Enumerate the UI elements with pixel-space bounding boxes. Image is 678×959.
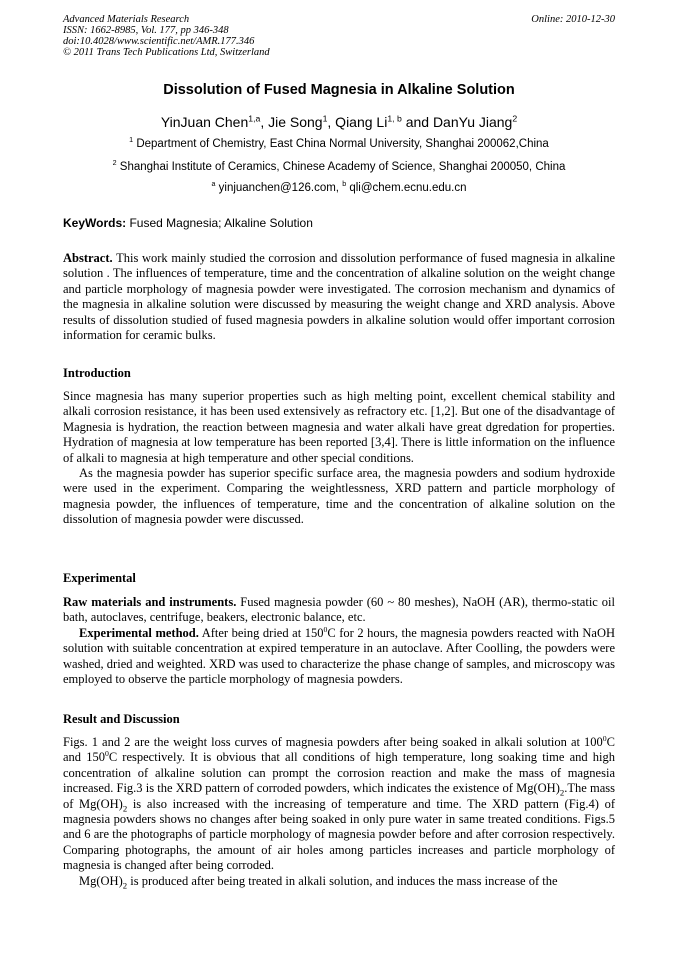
paragraph-text: is also increased with the increasing of temperature and time. The XRD pattern (Fig.4) of magnesia powders shows no changes after being soaked in only pure water in same treated conditions. Figs.5 and 6 are the photographs of particle morphology of magnesia powder before and after corrosion respectively. Comparing photographs, the amount of air holes among particles increases and particle morphology of magnesia is changed after being corroded. bbox=[63, 796, 615, 873]
email-address: yinjuanchen@126.com, bbox=[215, 182, 343, 194]
degree-mark: 0 bbox=[602, 733, 607, 743]
paragraph: Since magnesia has many superior properties such as high melting point, excellent chemical stability and alkali corrosion resistance, it has been used extensively as refractory etc. [1,2]. But one of the disadvantage of Magnesia is hydration, the reaction between magnesia and water alkali have great dgredation for properties. Hydration of magnesia at low temperature has been reported [3,4]. There is little information on the influence of alkali to magnesia at high temperature and other special conditions. bbox=[63, 389, 615, 465]
results-body bbox=[63, 735, 615, 889]
email-mark: a bbox=[211, 180, 216, 189]
author-list bbox=[0, 114, 678, 130]
subsection-label: Experimental method. bbox=[79, 625, 199, 640]
journal-name: Advanced Materials Research bbox=[63, 14, 190, 25]
affiliation-1 bbox=[0, 138, 678, 150]
subsection-label: Raw materials and instruments. bbox=[63, 595, 237, 609]
paragraph-text: .The mass of Mg(OH) bbox=[63, 781, 615, 811]
author-name: , Jie Song bbox=[260, 114, 323, 130]
author-name: , Qiang Li bbox=[327, 114, 388, 130]
author-affil-mark: 1, b bbox=[387, 113, 402, 124]
paragraph bbox=[63, 735, 615, 874]
copyright-line: © 2011 Trans Tech Publications Ltd, Switzerland bbox=[63, 47, 270, 58]
paragraph-text: is produced after being treated in alkali solution, and induces the mass increase of the bbox=[127, 873, 558, 888]
degree-mark: 0 bbox=[104, 749, 109, 759]
doi-line: doi:10.4028/www.scientific.net/AMR.177.346 bbox=[63, 36, 255, 47]
results-heading: Result and Discussion bbox=[63, 712, 180, 726]
paragraph-text: Mg(OH) bbox=[79, 873, 123, 888]
author-affil-mark: 1 bbox=[322, 113, 328, 124]
paragraph-text: After being dried at 150 bbox=[198, 625, 324, 640]
paragraph: As the magnesia powder has superior specific surface area, the magnesia powders and sodium hydroxide were used in the experiment. Comparing the weightlessness, XRD pattern and particle morphology of magnesia powder, the influences of temperature, time and the concentration of alkaline solution on the dissolution of magnesia powder were discussed. bbox=[63, 466, 615, 527]
experimental-body bbox=[63, 595, 615, 687]
paragraph bbox=[63, 874, 615, 889]
introduction-body bbox=[63, 389, 615, 528]
paragraph bbox=[63, 626, 615, 688]
paragraph-text: C and 150 bbox=[63, 735, 615, 765]
affil-text: Shanghai Institute of Ceramics, Chinese Academy of Science, Shanghai 200050, China bbox=[116, 161, 566, 173]
abstract-text: This work mainly studied the corrosion and dissolution performance of fused magnesia in alkaline solution . The influences of temperature, time and the concentration of alkaline solution on the weight change and particle morphology of magnesia powder were investigated. The corrosion mechanism and dynamics of the magnesia in alkaline solution were discussed by measuring the weight change and XRD analysis. Above results of dissolution studied of fused magnesia powders in alkaline solution would offer important corrosion information for ceramic bulks. bbox=[63, 251, 615, 343]
journal-header bbox=[63, 14, 615, 58]
affil-text: Department of Chemistry, East China Normal University, Shanghai 200062,China bbox=[133, 138, 549, 150]
experimental-heading: Experimental bbox=[63, 571, 136, 585]
email-address: qli@chem.ecnu.edu.cn bbox=[346, 182, 467, 194]
paragraph-text: Fused magnesia powder (60 ~ 80 meshes), NaOH (AR), thermo-static oil bath, autoclaves, centrifuge, beakers, electronic balance, etc. bbox=[63, 595, 615, 625]
email-mark: b bbox=[342, 180, 347, 189]
online-date: Online: 2010-12-30 bbox=[531, 14, 615, 25]
paper-title: Dissolution of Fused Magnesia in Alkaline Solution bbox=[163, 82, 515, 98]
abstract-label: Abstract. bbox=[63, 251, 113, 265]
author-affil-mark: 1,a bbox=[248, 113, 261, 124]
affiliation-2 bbox=[0, 161, 678, 173]
subscript: 2 bbox=[122, 803, 128, 814]
email-line bbox=[0, 182, 678, 194]
abstract bbox=[63, 251, 615, 343]
paragraph bbox=[63, 595, 615, 626]
paragraph-text: Figs. 1 and 2 are the weight loss curves of magnesia powders after being soaked in alkali solution at 100 bbox=[63, 735, 603, 749]
keywords-text: Fused Magnesia; Alkaline Solution bbox=[126, 216, 313, 230]
subscript: 2 bbox=[122, 880, 128, 891]
affil-mark: 1 bbox=[129, 136, 134, 145]
subscript: 2 bbox=[559, 787, 565, 798]
degree-mark: 0 bbox=[323, 624, 328, 634]
author-name: and DanYu Jiang bbox=[401, 114, 513, 130]
issn-line: ISSN: 1662-8985, Vol. 177, pp 346-348 bbox=[63, 25, 229, 36]
keywords bbox=[63, 216, 313, 230]
keywords-label: KeyWords: bbox=[63, 216, 127, 230]
author-name: YinJuan Chen bbox=[160, 114, 249, 130]
affil-mark: 2 bbox=[112, 159, 117, 168]
paragraph-text: C respectively. It is obvious that all conditions of high temperature, long soaking time and high concentration of alkaline solution can prompt the corrosion reaction and make the mass of magnesia increased. Fig.3 is the XRD pattern of corroded powders, which indicates the existence of Mg(OH) bbox=[63, 750, 615, 796]
author-affil-mark: 2 bbox=[512, 113, 518, 124]
paragraph-text: C for 2 hours, the magnesia powders reacted with NaOH solution with suitable concentration at expired temperature in an autoclave. After Coolling, the powders were washed, dried and weighted. XRD was used to characterize the phase change of samples, and microscopy was employed to observe the particle morphology of magnesia powders. bbox=[63, 625, 616, 687]
introduction-heading: Introduction bbox=[63, 366, 131, 380]
